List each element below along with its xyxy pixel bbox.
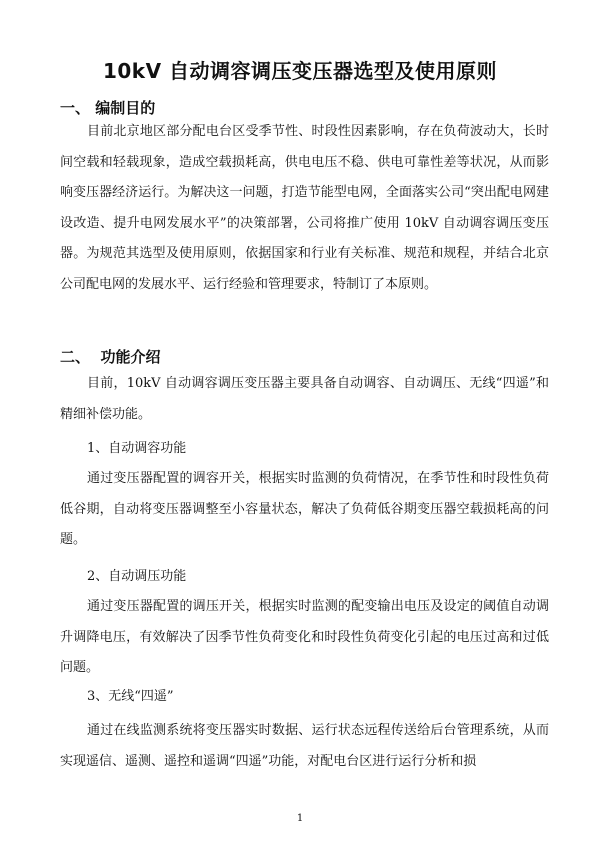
subsection-text-four-remote: 通过在线监测系统将变压器实时数据、运行状态远程传送给后台管理系统，从而实现遥信、遥测、遥控和遥调“四遥”功能，对配电台区进行运行分析和损 <box>60 723 549 769</box>
document-title: 10kV 自动调容调压变压器选型及使用原则 <box>102 59 498 83</box>
subsection-text-capacity: 通过变压器配置的调容开关，根据实时监测的负荷情况，在季节性和时段性负荷低谷期，自动将变压器调整至小容量状态，解决了负荷低谷期变压器空载损耗高的问题。 <box>60 471 549 548</box>
section-heading-functions: 二、 功能介绍 <box>60 348 161 366</box>
subsection-text-voltage: 通过变压器配置的调压开关，根据实时监测的配变输出电压及设定的阈值自动调升调降电压，有效解决了因季节性负荷变化和时段性负荷变化引起的电压过高和过低问题。 <box>60 599 549 676</box>
page-number: 1 <box>296 813 304 824</box>
section-heading-purpose: 一、 编制目的 <box>60 99 156 117</box>
purpose-paragraph: 目前北京地区部分配电台区受季节性、时段性因素影响，存在负荷波动大，长时间空载和轻载现象，造成空载损耗高，供电电压不稳、供电可靠性差等状况，从而影响变压器经济运行。为解决这一问题，打造节能型电网，全面落实公司“突出配电网建设改造、提升电网发展水平”的决策部署，公司将推广使用 10kV 自动调容调压变压器。为规范其选型及使用原则，依据国家和行业有关标准、规范和规程，并结合北京公司配电网的发展水平、运行经验和管理要求，特制订了本原则。 <box>60 124 550 292</box>
functions-intro-paragraph: 目前，10kV 自动调容调压变压器主要具备自动调容、自动调压、无线“四遥”和精细补偿功能。 <box>60 376 549 422</box>
subsection-title-four-remote: 3、无线“四遥” <box>87 689 174 704</box>
subsection-title-voltage: 2、自动调压功能 <box>87 569 187 584</box>
subsection-title-capacity: 1、自动调容功能 <box>87 441 187 456</box>
